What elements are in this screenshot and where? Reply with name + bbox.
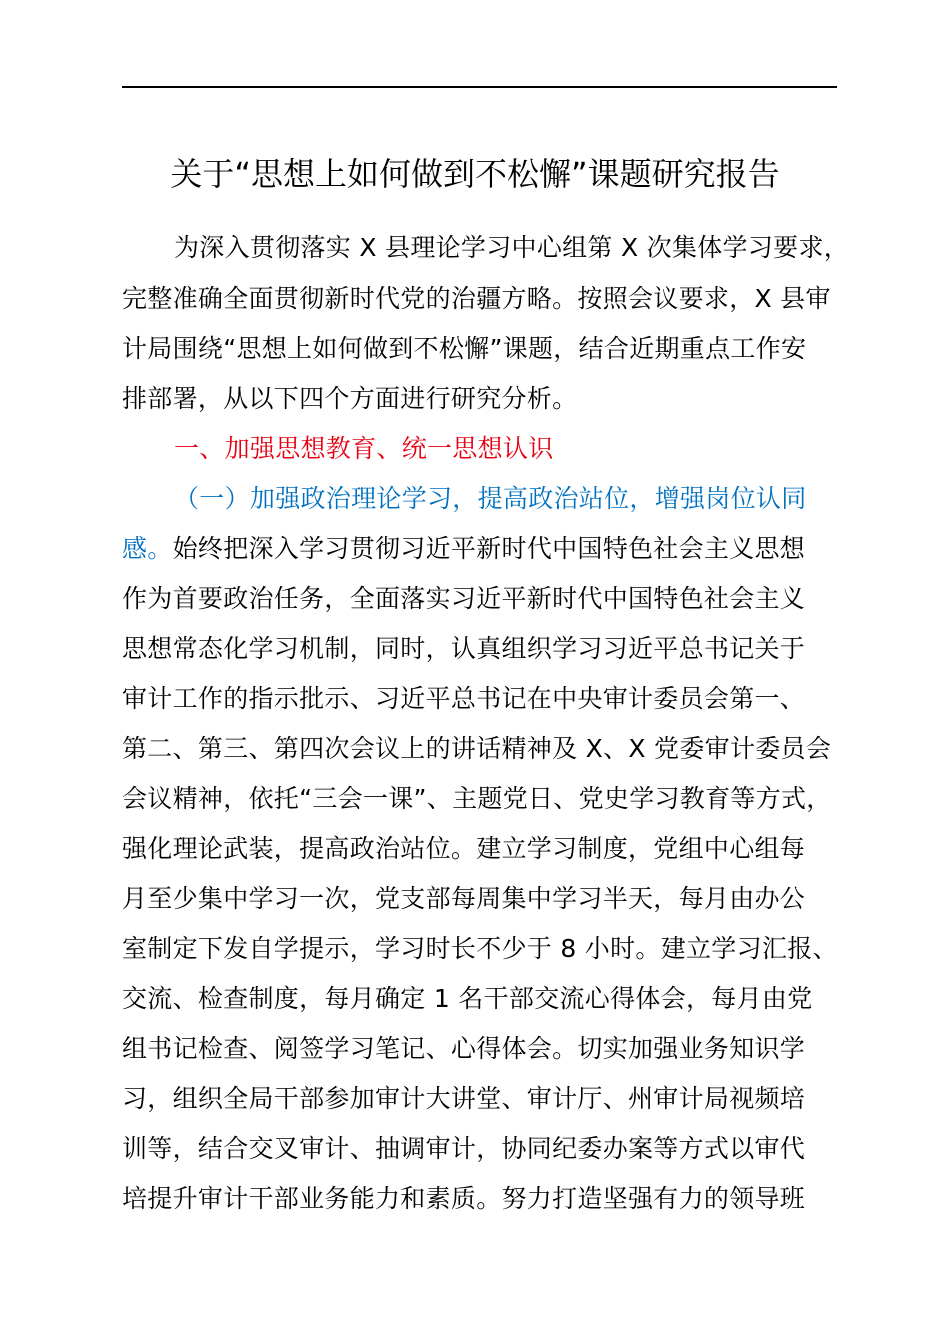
body-line: 月至少集中学习一次，党支部每周集中学习半天，每月由办公	[122, 884, 806, 913]
intro-line: 为深入贯彻落实 X 县理论学习中心组第 X 次集体学习要求，	[174, 233, 850, 262]
subsection-heading-continuation	[122, 531, 842, 567]
body-line: 室制定下发自学提示，学习时长不少于 8 小时。建立学习汇报、	[122, 934, 838, 963]
section-heading-1: 一、加强思想教育、统一思想认识	[174, 434, 554, 463]
body-line: 作为首要政治任务，全面落实习近平新时代中国特色社会主义	[122, 584, 806, 613]
intro-line: 完整准确全面贯彻新时代党的治疆方略。按照会议要求，X 县审	[122, 284, 831, 313]
intro-line: 计局围绕“思想上如何做到不松懈”课题，结合近期重点工作安	[122, 334, 807, 363]
subsection-heading-1-end: 感。	[122, 534, 173, 563]
body-line: 第二、第三、第四次会议上的讲话精神及 X、X 党委审计委员会	[122, 734, 832, 763]
body-line: 审计工作的指示批示、习近平总书记在中央审计委员会第一、	[122, 684, 806, 713]
body-line: 会议精神，依托“三会一课”、主题党日、党史学习教育等方式，	[122, 784, 832, 813]
subsection-heading-1: （一）加强政治理论学习，提高政治站位，增强岗位认同	[174, 484, 807, 513]
intro-line: 排部署，从以下四个方面进行研究分析。	[122, 384, 578, 413]
body-line: 习，组织全局干部参加审计大讲堂、审计厅、州审计局视频培	[122, 1084, 806, 1113]
body-line: 训等，结合交叉审计、抽调审计，协同纪委办案等方式以审代	[122, 1134, 806, 1163]
header-rule	[122, 86, 837, 88]
body-line: 强化理论武装，提高政治站位。建立学习制度，党组中心组每	[122, 834, 806, 863]
body-line: 培提升审计干部业务能力和素质。努力打造坚强有力的领导班	[122, 1184, 806, 1213]
body-line: 思想常态化学习机制，同时，认真组织学习习近平总书记关于	[122, 634, 806, 663]
body-line: 组书记检查、阅签学习笔记、心得体会。切实加强业务知识学	[122, 1034, 806, 1063]
page-title: 关于“思想上如何做到不松懈”课题研究报告	[170, 155, 780, 193]
body-line: 交流、检查制度，每月确定 1 名干部交流心得体会，每月由党	[122, 984, 813, 1013]
body-line: 始终把深入学习贯彻习近平新时代中国特色社会主义思想	[172, 534, 806, 563]
